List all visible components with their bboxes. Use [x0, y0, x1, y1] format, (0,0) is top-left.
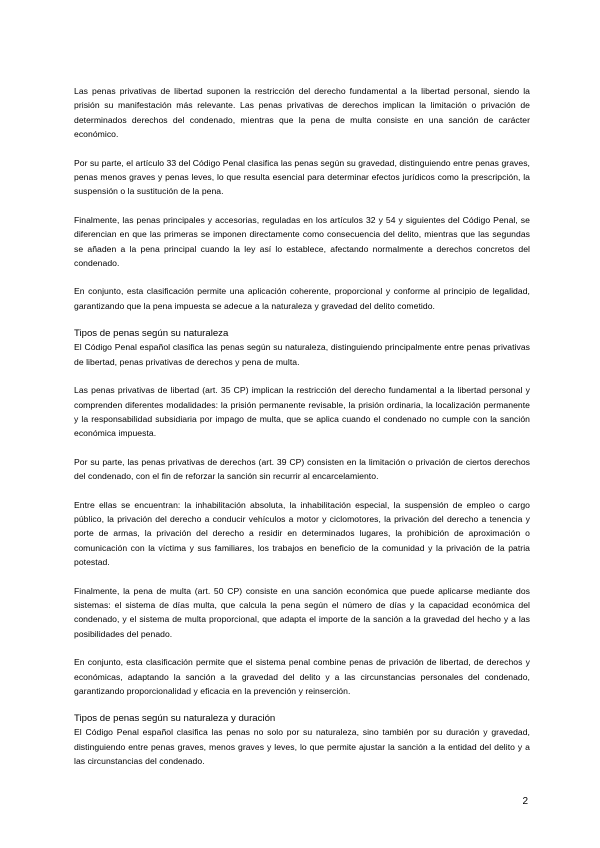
- paragraph: El Código Penal español clasifica las penas no solo por su naturaleza, sino también por su duración y gravedad, distinguiendo entre penas graves, menos graves y leves, lo que permite ajustar la sanción a la entidad del delito y a las circunstancias del condenado.: [74, 727, 530, 767]
- section-naturaleza-duracion: [74, 712, 530, 768]
- paragraph: Finalmente, la pena de multa (art. 50 CP) consiste en una sanción económica que puede aplicarse mediante dos sistemas: el sistema de días multa, que calcula la pena según el número de días y la capacidad económica del condenado, y el sistema de multa proporcional, que adapta el importe de la sanción a la gravedad del hecho y a las posibilidades del penado.: [74, 585, 530, 639]
- section-heading: Tipos de penas según su naturaleza: [74, 328, 229, 340]
- paragraph: Entre ellas se encuentran: la inhabilitación absoluta, la inhabilitación especial, la suspensión de empleo o cargo público, la privación del derecho a conducir vehículos a motor y ciclomotores, la privación del derecho a tenencia y porte de armas, la privación del derecho a residir en determinados lugares, la prohibición de aproximación o comunicación con la víctima y sus familiares, los trabajos en beneficio de la comunidad y la privación de la patria potestad.: [74, 499, 530, 568]
- intro-section: [74, 84, 530, 313]
- paragraph: Por su parte, el artículo 33 del Código Penal clasifica las penas según su gravedad, distinguiendo entre penas graves, penas menos graves y penas leves, lo que resulta esencial para determinar efectos jurídicos como la prescripción, la suspensión o la sustitución de la pena.: [74, 157, 530, 197]
- paragraph: En conjunto, esta clasificación permite una aplicación coherente, proporcional y conforme al principio de legalidad, garantizando que la pena impuesta se adecue a la naturaleza y gravedad del delito cometido.: [74, 286, 530, 311]
- paragraph: Por su parte, las penas privativas de derechos (art. 39 CP) consisten en la limitación o privación de ciertos derechos del condenado, con el fin de reforzar la sanción sin recurrir al encarcelamiento.: [74, 456, 530, 482]
- paragraph: El Código Penal español clasifica las penas según su naturaleza, distinguiendo principalmente entre penas privativas de libertad, penas privativas de derechos y pena de multa.: [74, 342, 530, 367]
- section-heading: Tipos de penas según su naturaleza y duración: [74, 713, 276, 725]
- page-number: 2: [522, 796, 528, 807]
- paragraph: Las penas privativas de libertad (art. 35 CP) implican la restricción del derecho fundamental a la libertad personal y comprenden diferentes modalidades: la prisión permanente revisable, la prisión ordinaria, la localización permanente y la responsabilidad subsidiaria por impago de multa, que se aplica cuando el condenado no cumple con la sanción económica impuesta.: [74, 385, 530, 439]
- paragraph: Finalmente, las penas principales y accesorias, reguladas en los artículos 32 y 54 y siguientes del Código Penal, se diferencian en que las primeras se imponen directamente como consecuencia del delito, mientras que las segundas se añaden a la pena principal cuando la ley así lo establece, afectando normalmente a derechos concretos del condenado.: [74, 214, 530, 269]
- paragraph: En conjunto, esta clasificación permite que el sistema penal combine penas de privación de libertad, de derechos y económicas, adaptando la sanción a la gravedad del delito y a las circunstancias personales del condenado, garantizando proporcionalidad y eficacia en la prevención y reinserción.: [74, 657, 530, 696]
- paragraph: Las penas privativas de libertad suponen la restricción del derecho fundamental a la libertad personal, siendo la prisión su manifestación más relevante. Las penas privativas de derechos implican la limitación o privación de determinados derechos del condenado, mientras que la pena de multa consiste en una sanción de carácter económico.: [74, 86, 530, 140]
- section-naturaleza: [74, 327, 530, 698]
